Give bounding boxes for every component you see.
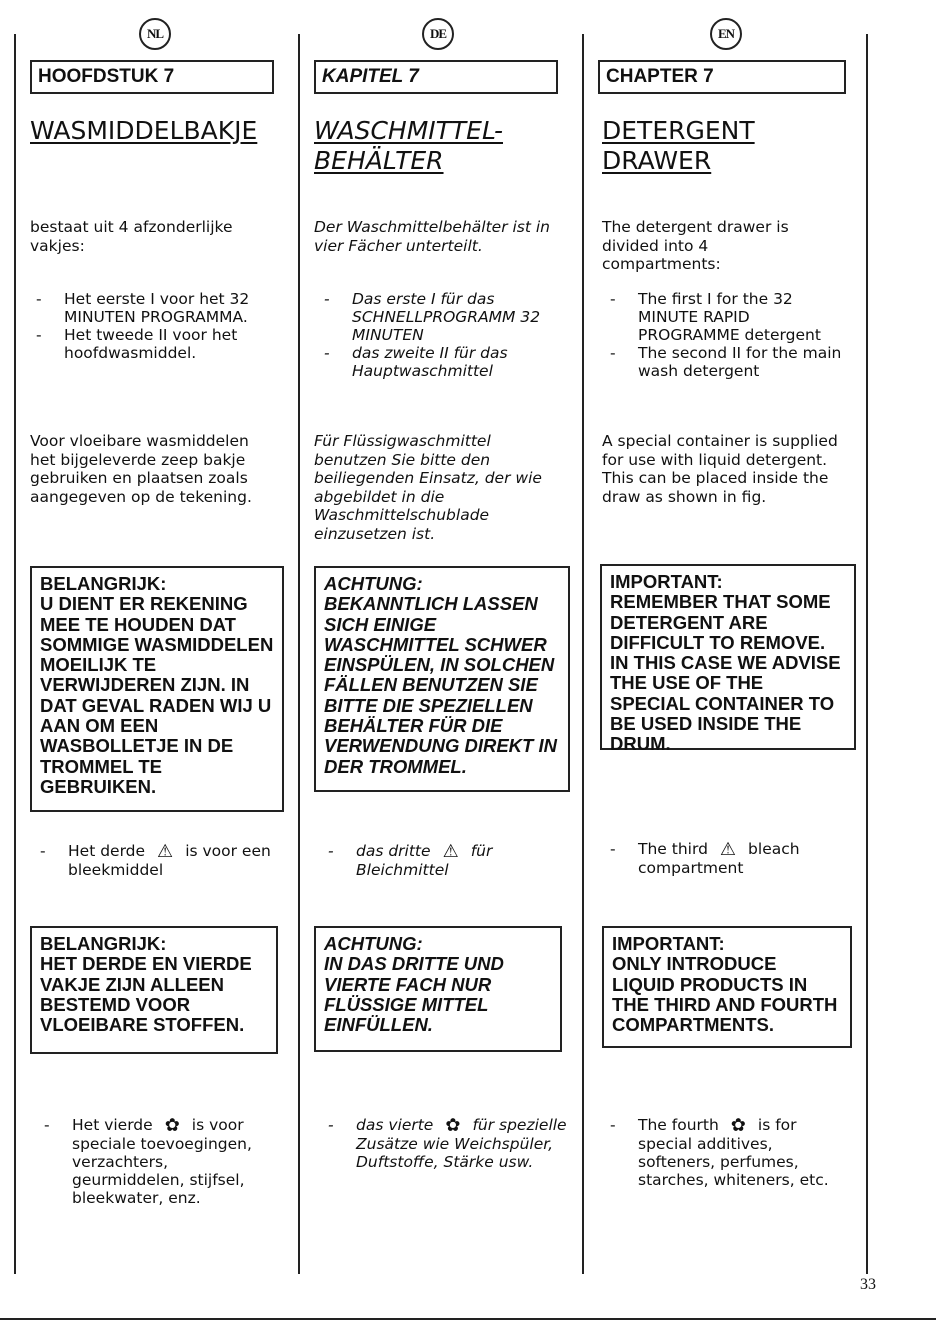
item-text: is for special additives, softeners, perfumes, starches, whiteners, etc.: [638, 1116, 829, 1189]
intro-text-de: Der Waschmittelbehälter ist in vier Fächer unterteilt.: [314, 218, 551, 255]
flower-icon: ✿: [445, 1115, 461, 1136]
important-box-1-nl: [30, 566, 284, 812]
column-nl: [0, 0, 298, 1324]
intro-text-nl: bestaat uit 4 afzonderlijke vakjes:: [30, 218, 233, 255]
column-de: [298, 0, 582, 1324]
language-badge-en: EN: [710, 18, 742, 50]
fourth-compartment-de: [324, 1116, 568, 1171]
page-number: 33: [860, 1276, 876, 1293]
box-text: IN DAS DRITTE UND VIERTE FACH NUR FLÜSSIGE MITTEL EINFÜLLEN.: [324, 953, 504, 1036]
important-box-1-de: [314, 566, 570, 792]
compartment-list-en: [606, 290, 854, 380]
chapter-heading-nl: HOOFDSTUK 7: [30, 60, 274, 94]
chapter-heading-de: KAPITEL 7: [314, 60, 558, 94]
box-text: BEKANNTLICH LASSEN SICH EINIGE WASCHMITTEL SCHWER EINSPÜLEN, IN SOLCHEN FÄLLEN BENUTZEN SIE BITTE DIE SPEZIELLEN BEHÄLTER FÜR DIE VERWENDUNG DIREKT IN DER TROMMEL.: [324, 593, 557, 777]
liquid-note-de: Für Flüssigwaschmittel benutzen Sie bitte den beiliegenden Einsatz, der wie abgebildet in die Waschmittelschublade einzusetzen ist.: [314, 432, 542, 543]
liquid-note-nl: Voor vloeibare wasmiddelen het bijgeleverde zeep bakje gebruiken en plaatsen zoals aangegeven op de tekening.: [30, 432, 252, 506]
important-box-2-de: [314, 926, 562, 1052]
box-heading: BELANGRIJK:: [40, 933, 167, 954]
page-bottom-rule: [0, 1318, 936, 1320]
list-item: - Das erste I für das SCHNELLPROGRAMM 32 MINUTEN: [320, 290, 558, 344]
list-item: [606, 1116, 852, 1189]
list-item: - Het eerste I voor het 32 MINUTEN PROGRAMMA.: [32, 290, 282, 326]
box-heading: ACHTUNG:: [324, 933, 423, 954]
flower-icon: ✿: [730, 1115, 746, 1136]
page-title-en: DETERGENT DRAWER: [602, 116, 755, 175]
list-item: - das zweite II für das Hauptwaschmittel: [320, 344, 558, 380]
page-title-nl: WASMIDDELBAKJE: [30, 116, 258, 145]
liquid-note-en: A special container is supplied for use with liquid detergent. This can be placed inside the draw as shown in fig.: [602, 432, 838, 506]
third-compartment-en: [606, 840, 852, 877]
fourth-compartment-en: [606, 1116, 852, 1189]
column-en: [582, 0, 866, 1324]
box-text: HET DERDE EN VIERDE VAKJE ZIJN ALLEEN BESTEMD VOOR VLOEIBARE STOFFEN.: [40, 953, 252, 1036]
column-divider-right: [866, 34, 868, 1274]
fourth-compartment-nl: [40, 1116, 278, 1207]
list-item: [324, 1116, 568, 1171]
box-heading: IMPORTANT:: [610, 571, 723, 592]
language-badge-nl: NL: [139, 18, 171, 50]
warning-triangle-icon: ⚠: [157, 841, 174, 862]
third-compartment-de: [324, 842, 560, 879]
item-label: The fourth: [638, 1116, 719, 1134]
item-label: Het derde: [68, 842, 146, 860]
item-label: The third: [638, 840, 708, 858]
important-box-1-en: [600, 564, 856, 755]
chapter-heading-en: CHAPTER 7: [598, 60, 846, 94]
list-item: [36, 842, 272, 879]
item-text: is voor een bleekmiddel: [68, 842, 271, 879]
intro-text-en: The detergent drawer is divided into 4 compartments:: [602, 218, 789, 273]
list-item: [324, 842, 560, 879]
list-item: [40, 1116, 278, 1207]
item-label: das vierte: [356, 1116, 434, 1134]
list-item: - The second II for the main wash detergent: [606, 344, 854, 380]
item-label: Het vierde: [72, 1116, 153, 1134]
item-text: für Bleichmittel: [356, 842, 493, 879]
list-item: [606, 840, 852, 877]
list-item: - The first I for the 32 MINUTE RAPID PROGRAMME detergent: [606, 290, 854, 344]
important-box-2-nl: [30, 926, 278, 1054]
box-heading: ACHTUNG:: [324, 573, 423, 594]
box-heading: BELANGRIJK:: [40, 573, 167, 594]
box-text: REMEMBER THAT SOME DETERGENT ARE DIFFICULT TO REMOVE. IN THIS CASE WE ADVISE THE USE OF THE SPECIAL CONTAINER TO BE USED INSIDE THE DRUM.: [610, 591, 841, 755]
page-title-de: WASCHMITTEL- BEHÄLTER: [314, 116, 503, 175]
flower-icon: ✿: [164, 1115, 180, 1136]
important-box-2-en: [602, 926, 852, 1048]
list-item: - Het tweede II voor het hoofdwasmiddel.: [32, 326, 282, 362]
box-text: U DIENT ER REKENING MEE TE HOUDEN DAT SOMMIGE WASMIDDELEN MOEILIJK TE VERWIJDEREN ZIJN. IN DAT GEVAL RADEN WIJ U AAN OM EEN WASBOLLETJE IN DE TROMMEL TE GEBRUIKEN.: [40, 593, 274, 797]
box-text: ONLY INTRODUCE LIQUID PRODUCTS IN THE THIRD AND FOURTH COMPARTMENTS.: [612, 953, 838, 1036]
item-label: das dritte: [356, 842, 431, 860]
item-text: für spezielle Zusätze wie Weichspüler, Duftstoffe, Stärke usw.: [356, 1116, 567, 1171]
compartment-list-de: [320, 290, 558, 380]
box-heading: IMPORTANT:: [612, 933, 725, 954]
warning-triangle-icon: ⚠: [719, 839, 737, 860]
item-text: is voor speciale toevoegingen, verzachters, geurmiddelen, stijfsel, bleekwater, enz.: [72, 1116, 252, 1207]
third-compartment-nl: [36, 842, 272, 879]
item-text: bleach compartment: [638, 840, 800, 877]
language-badge-de: DE: [422, 18, 454, 50]
warning-triangle-icon: ⚠: [442, 841, 459, 862]
compartment-list-nl: [32, 290, 282, 362]
